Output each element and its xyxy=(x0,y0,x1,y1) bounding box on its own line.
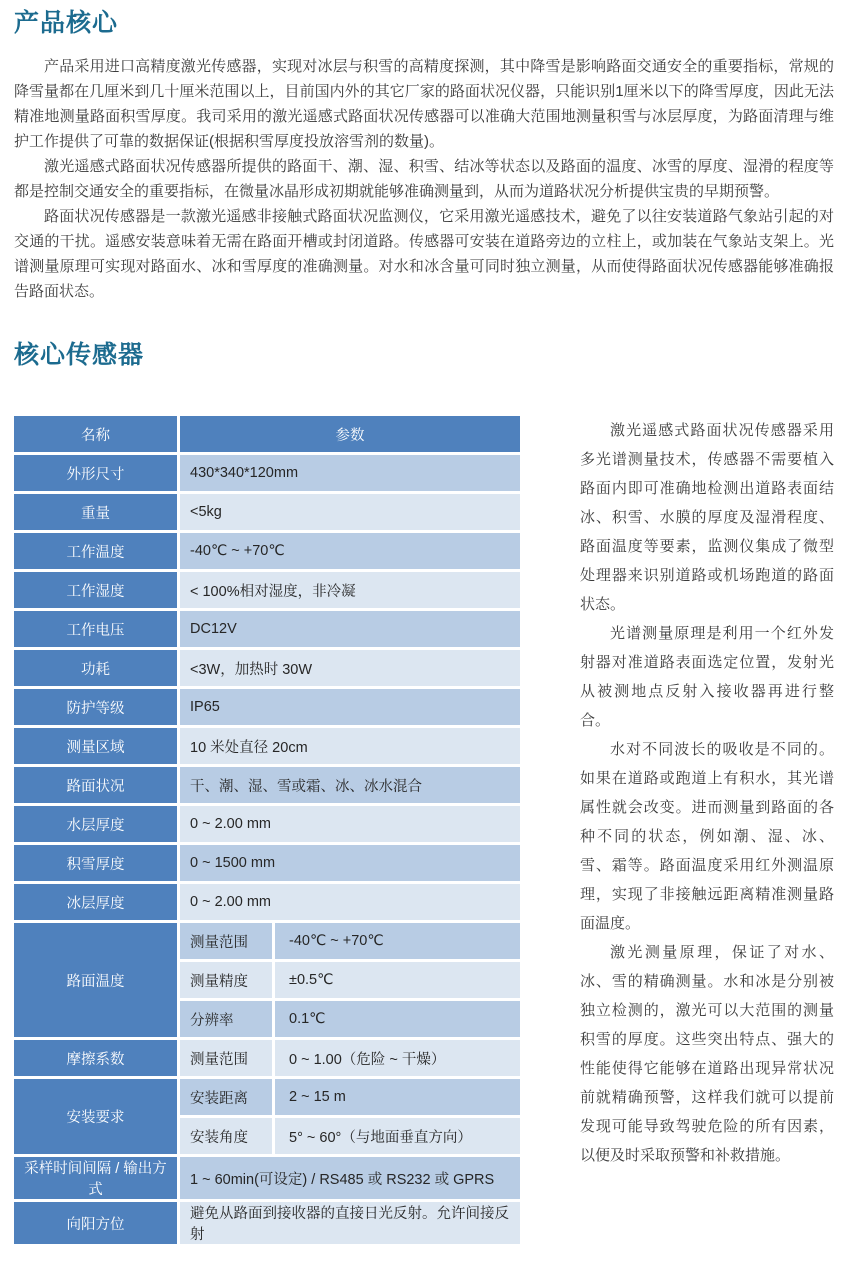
spec-row-protection-rating xyxy=(14,689,520,725)
spec-row-friction-coefficient xyxy=(14,1040,520,1076)
spec-header-row xyxy=(14,416,520,452)
spec-subrow-install-angle xyxy=(180,1118,520,1154)
spec-row-label: 冰层厚度 xyxy=(14,884,177,920)
intro-paragraph-3: 路面状况传感器是一款激光遥感非接触式路面状况监测仪，它采用激光遥感技术，避免了以往安装道路气象站引起的对交通的干扰。遥感安装意味着无需在路面开槽或封闭道路。传感器可安装在道路旁边的立柱上，或加装在气象站支架上。光谱测量原理可实现对路面水、冰和雪厚度的准确测量。对水和冰含量可同时独立测量，从而使得路面状况传感器能够准确报告路面状态。 xyxy=(14,208,834,300)
spec-row-label: 防护等级 xyxy=(14,689,177,725)
spec-subrow-measure-range xyxy=(180,1040,520,1076)
spec-row-label: 水层厚度 xyxy=(14,806,177,842)
side-paragraph-3: 水对不同波长的吸收是不同的。如果在道路或跑道上有积水，其光谱属性就会改变。进而测量到路面的各种不同的状态，例如潮、湿、冰、雪、霜等。路面温度采用红外测温原理，实现了非接触远距离精准测量路面温度。 xyxy=(580,741,834,932)
spec-row-label: 功耗 xyxy=(14,650,177,686)
spec-row-label: 外形尺寸 xyxy=(14,455,177,491)
spec-row-sampling-output xyxy=(14,1157,520,1199)
spec-subrow-key: 安装距离 xyxy=(180,1079,272,1115)
spec-row-installation xyxy=(14,1079,520,1154)
spec-subrow-install-distance xyxy=(180,1079,520,1115)
spec-subrow-measure-accuracy xyxy=(180,962,520,998)
spec-subrow-value: 0.1℃ xyxy=(275,1001,520,1037)
spec-row-operating-humidity xyxy=(14,572,520,608)
spec-row-value: 0 ~ 2.00 mm xyxy=(180,884,520,920)
spec-row-sun-position xyxy=(14,1202,520,1244)
spec-row-label: 测量区域 xyxy=(14,728,177,764)
spec-row-label: 工作湿度 xyxy=(14,572,177,608)
spec-row-weight xyxy=(14,494,520,530)
spec-row-snow-thickness xyxy=(14,845,520,881)
spec-subrow-key: 测量范围 xyxy=(180,1040,272,1076)
spec-row-value: DC12V xyxy=(180,611,520,647)
spec-subrow-value: 2 ~ 15 m xyxy=(275,1079,520,1115)
spec-row-value: 1 ~ 60min(可设定) / RS485 或 RS232 或 GPRS xyxy=(180,1157,520,1199)
spec-row-value: <3W，加热时 30W xyxy=(180,650,520,686)
spec-subrow-value: ±0.5℃ xyxy=(275,962,520,998)
spec-row-label: 路面温度 xyxy=(14,923,177,1037)
intro-section xyxy=(14,54,834,304)
spec-table xyxy=(14,416,520,1244)
intro-paragraph-2: 激光遥感式路面状况传感器所提供的路面干、潮、湿、积雪、结冰等状态以及路面的温度、冰雪的厚度、湿滑的程度等都是控制交通安全的重要指标，在微量冰晶形成初期就能够准确测量到，从而为道路状况分析提供宝贵的早期预警。 xyxy=(14,158,834,200)
spec-header-param: 参数 xyxy=(180,416,520,452)
spec-row-value: 10 米处直径 20cm xyxy=(180,728,520,764)
spec-row-measurement-area xyxy=(14,728,520,764)
spec-row-value: -40℃ ~ +70℃ xyxy=(180,533,520,569)
spec-subrow-resolution xyxy=(180,1001,520,1037)
side-paragraph-1: 激光遥感式路面状况传感器采用多光谱测量技术，传感器不需要植入路面内即可准确地检测出道路表面结冰、积雪、水膜的厚度及湿滑程度、路面温度等要素，监测仪集成了微型处理器来识别道路或机场跑道的路面状态。 xyxy=(580,422,834,613)
spec-row-label: 积雪厚度 xyxy=(14,845,177,881)
spec-row-label: 工作电压 xyxy=(14,611,177,647)
spec-subrow-key: 安装角度 xyxy=(180,1118,272,1154)
spec-row-value: < 100%相对湿度，非冷凝 xyxy=(180,572,520,608)
spec-row-dimensions xyxy=(14,455,520,491)
spec-row-ice-layer-thickness xyxy=(14,884,520,920)
spec-row-value: <5kg xyxy=(180,494,520,530)
spec-subrow-value: -40℃ ~ +70℃ xyxy=(275,923,520,959)
intro-paragraph-1: 产品采用进口高精度激光传感器，实现对冰层与积雪的高精度探测，其中降雪是影响路面交通安全的重要指标，常规的降雪量都在几厘米到几十厘米范围以上，目前国内外的其它厂家的路面状况仪器，只能识别1厘米以下的降雪厚度，因此无法精准地测量路面积雪厚度。我司采用的激光遥感式路面状况传感器可以准确大范围地测量积雪与冰层厚度，为路面清理与维护工作提供了可靠的数据保证(根据积雪厚度投放溶雪剂的数量)。 xyxy=(14,58,834,150)
spec-subrows xyxy=(180,1079,520,1154)
section-title-product-core: 产品核心 xyxy=(14,9,119,37)
spec-header-name: 名称 xyxy=(14,416,177,452)
spec-row-label: 重量 xyxy=(14,494,177,530)
section-title-core-sensor: 核心传感器 xyxy=(14,341,145,369)
spec-subrow-measure-range xyxy=(180,923,520,959)
spec-row-value: IP65 xyxy=(180,689,520,725)
spec-row-road-temperature xyxy=(14,923,520,1037)
spec-subrow-key: 分辨率 xyxy=(180,1001,272,1037)
spec-row-value: 干、潮、湿、雪或霜、冰、冰水混合 xyxy=(180,767,520,803)
spec-row-power-consumption xyxy=(14,650,520,686)
spec-row-label: 向阳方位 xyxy=(14,1202,177,1244)
spec-row-value: 避免从路面到接收器的直接日光反射。允许间接反射 xyxy=(180,1202,520,1244)
spec-row-road-condition xyxy=(14,767,520,803)
spec-row-label: 安装要求 xyxy=(14,1079,177,1154)
side-paragraph-2: 光谱测量原理是利用一个红外发射器对准道路表面选定位置，发射光从被测地点反射入接收器再进行整合。 xyxy=(580,625,834,729)
spec-row-value: 0 ~ 1500 mm xyxy=(180,845,520,881)
spec-subrows xyxy=(180,1040,520,1076)
spec-subrow-value: 5° ~ 60°（与地面垂直方向） xyxy=(275,1118,520,1154)
spec-row-water-layer-thickness xyxy=(14,806,520,842)
core-sensor-content xyxy=(14,416,834,1244)
spec-row-value: 430*340*120mm xyxy=(180,455,520,491)
spec-subrow-key: 测量范围 xyxy=(180,923,272,959)
spec-subrows xyxy=(180,923,520,1037)
spec-subrow-key: 测量精度 xyxy=(180,962,272,998)
side-paragraph-4: 激光测量原理，保证了对水、冰、雪的精确测量。水和冰是分别被独立检测的，激光可以大范围的测量积雪的厚度。这些突出特点、强大的性能使得它能够在道路出现异常状况前就精确预警，这样我们就可以提前发现可能导致驾驶危险的所有因素，以便及时采取预警和补救措施。 xyxy=(580,944,834,1164)
spec-row-label: 采样时间间隔 / 输出方式 xyxy=(14,1157,177,1199)
side-text-column xyxy=(580,416,834,1170)
spec-row-value: 0 ~ 2.00 mm xyxy=(180,806,520,842)
spec-subrow-value: 0 ~ 1.00（危险 ~ 干燥） xyxy=(275,1040,520,1076)
spec-row-label: 摩擦系数 xyxy=(14,1040,177,1076)
spec-row-operating-temperature xyxy=(14,533,520,569)
spec-row-label: 工作温度 xyxy=(14,533,177,569)
spec-row-operating-voltage xyxy=(14,611,520,647)
spec-row-label: 路面状况 xyxy=(14,767,177,803)
